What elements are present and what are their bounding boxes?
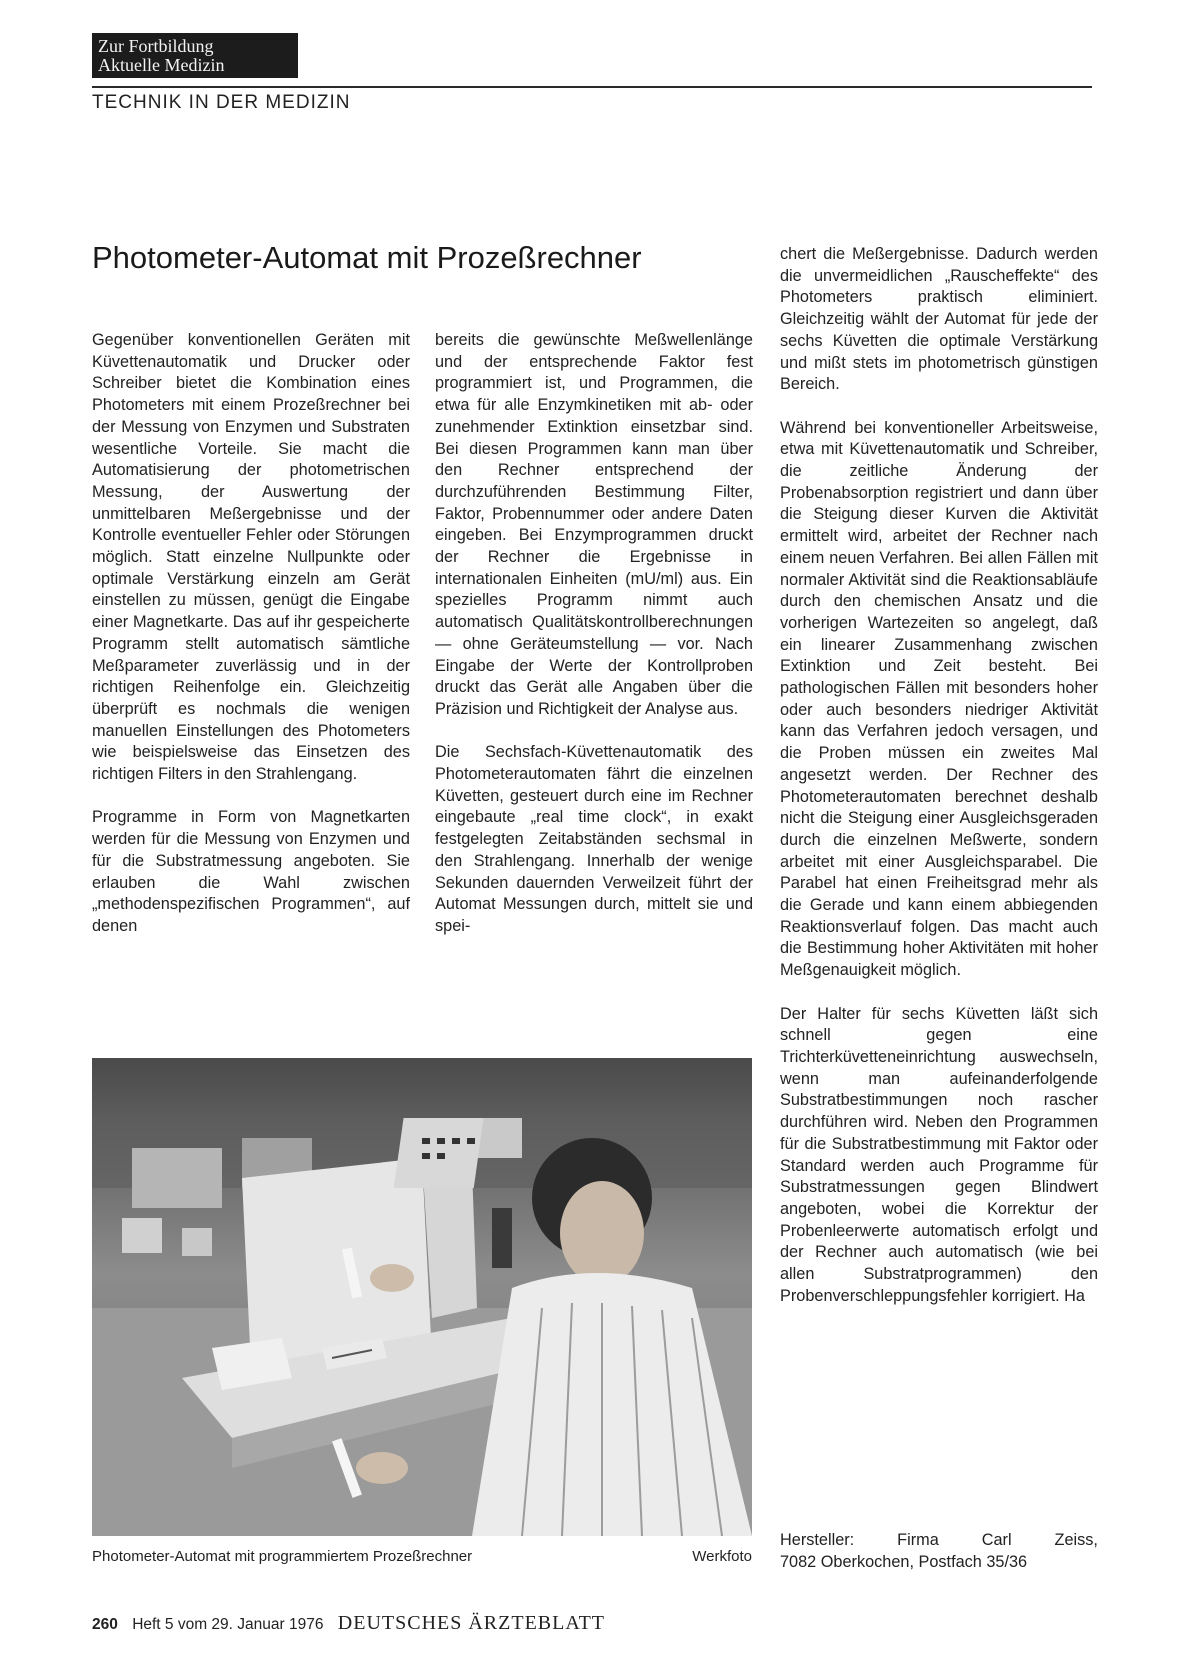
manufacturer-firma: Firma (897, 1531, 939, 1549)
article-title: Photometer-Automat mit Prozeßrechner (92, 240, 642, 275)
article-column-1 (92, 330, 410, 938)
badge-line-2: Aktuelle Medizin (98, 55, 225, 75)
manufacturer-info (780, 1530, 1098, 1573)
article-column-2 (435, 330, 753, 938)
manufacturer-name: Carl (981, 1531, 1012, 1549)
manufacturer-label: Hersteller: (780, 1531, 855, 1549)
page-number: 260 (92, 1616, 118, 1633)
article-photo (92, 1058, 752, 1536)
photometer-photo (92, 1058, 752, 1536)
publication-name: DEUTSCHES ÄRZTEBLATT (337, 1612, 606, 1634)
paragraph: Programme in Form von Magnetkarten werden für die Messung von Enzymen und für die Substratmessung angeboten. Sie erlauben die Wahl zwischen „methodenspezifischen Programmen“, auf denen (92, 808, 410, 935)
photo-caption-row (92, 1548, 752, 1565)
photo-caption: Photometer-Automat mit programmiertem Prozeßrechner (92, 1548, 473, 1565)
paragraph: Die Sechsfach-Küvettenautomatik des Photometerautomaten fährt die einzelnen Küvetten, gesteuert durch eine im Rechner eingebaute „real time clock“, in exakt festgelegten Zeitabständen sechsmal in den Strahlengang. Innerhalb der wenige Sekunden dauernden Verweilzeit führt der Automat Messungen durch, mittelt sie und spei- (435, 743, 753, 935)
header-rule (92, 86, 1092, 88)
paragraph: chert die Meßergebnisse. Dadurch werden die unvermeidlichen „Rauscheffekte“ des Photometers praktisch eliminiert. Gleichzeitig wählt der Automat für jede der sechs Küvetten die optimale Verstärkung und mißt stets im photometrisch günstigen Bereich. (780, 245, 1098, 394)
photo-credit: Werkfoto (692, 1548, 752, 1565)
paragraph: Der Halter für sechs Küvetten läßt sich schnell gegen eine Trichterküvetteneinrichtung auswechseln, wenn man aufeinanderfolgende Substratbestimmungen noch rascher durchführen wird. Neben den Programmen für die Substratbestimmung mit Faktor oder Standard werden auch Programme für Substratmessungen gegen Blindwert angeboten, wobei die Korrektur der Probenleerwerte automatisch erfolgt und der Rechner auch automatisch (wie bei allen Substratprogrammen) den Probenverschleppungsfehler korrigiert. Ha (780, 1004, 1098, 1305)
section-badge (92, 33, 298, 78)
badge-line-1: Zur Fortbildung (98, 36, 214, 56)
article-column-3 (780, 244, 1098, 1307)
paragraph: Während bei konventioneller Arbeitsweise, etwa mit Küvettenautomatik und Schreiber, die zeitliche Änderung der Probenabsorption registriert und dann über die Steigung dieser Kurven die Aktivität ermittelt wird, arbeitet der Rechner nach einem neuen Verfahren. Bei allen Fällen mit normaler Aktivität sind die Reaktionsabläufe durch den chemischen Ansatz und die vorherigen Wartezeiten so angelegt, daß ein linearer Zusammenhang zwischen Extinktion und Zeit besteht. Bei pathologischen Fällen mit besonders hoher oder auch besonders niedriger Aktivität kann das Verfahren jedoch versagen, und die Proben müssen ein zweites Mal angesetzt werden. Der Rechner des Photometerautomaten berechnet deshalb nicht die Steigung einer Ausgleichsgeraden durch die einzelnen Meßwerte, sondern arbeitet mit einer Ausgleichsparabel. Die Parabel hat einen Freiheitsgrad mehr als die Gerade und kann einem abbiegenden Reaktionsverlauf folgen. Das macht auch die Bestimmung hoher Aktivitäten mit hoher Meßgenauigkeit möglich. (780, 418, 1098, 980)
issue-info: Heft 5 vom 29. Januar 1976 (132, 1616, 324, 1633)
manufacturer-address: 7082 Oberkochen, Postfach 35/36 (780, 1552, 1028, 1571)
manufacturer-name-2: Zeiss, (1054, 1531, 1098, 1549)
paragraph: Gegenüber konventionellen Geräten mit Küvettenautomatik und Drucker oder Schreiber bietet die Kombination eines Photometers mit einem Prozeßrechner bei der Messung von Enzymen und Substraten wesentliche Vorteile. Sie macht die Automatisierung der photometrischen Messung, der Auswertung der unmittelbaren Meßergebnisse und der Kontrolle eventueller Fehler oder Störungen möglich. Statt einzelne Nullpunkte oder optimale Verstärkung einzeln am Gerät einstellen zu müssen, genügt die Eingabe einer Magnetkarte. Das auf ihr gespeicherte Programm stellt automatisch sämtliche Meßparameter zuverlässig und in der richtigen Reihenfolge ein. Gleichzeitig überprüft es nochmals die wenigen manuellen Einstellungen des Photometers wie beispielsweise das Einsetzen des richtigen Filters in den Strahlengang. (92, 331, 410, 784)
section-title: TECHNIK IN DER MEDIZIN (92, 92, 351, 113)
page-footer (92, 1612, 605, 1635)
paragraph: bereits die gewünschte Meßwellenlänge und der entsprechende Faktor fest programmiert ist, und Programmen, die etwa für alle Enzymkinetiken mit ab- oder zunehmender Extinktion einsetzbar sind. Bei diesen Programmen kann man über den Rechner entsprechend der durchzuführenden Bestimmung Filter, Faktor, Probennummer oder andere Daten eingeben. Bei Enzymprogrammen druckt der Rechner die Ergebnisse in internationalen Einheiten (mU/ml) aus. Ein spezielles Programm nimmt auch automatisch Qualitätskontrollberechnungen — ohne Geräteumstellung — vor. Nach Eingabe der Werte der Kontrollproben druckt das Gerät alle Angaben über die Präzision und Richtigkeit der Analyse aus. (435, 331, 753, 718)
